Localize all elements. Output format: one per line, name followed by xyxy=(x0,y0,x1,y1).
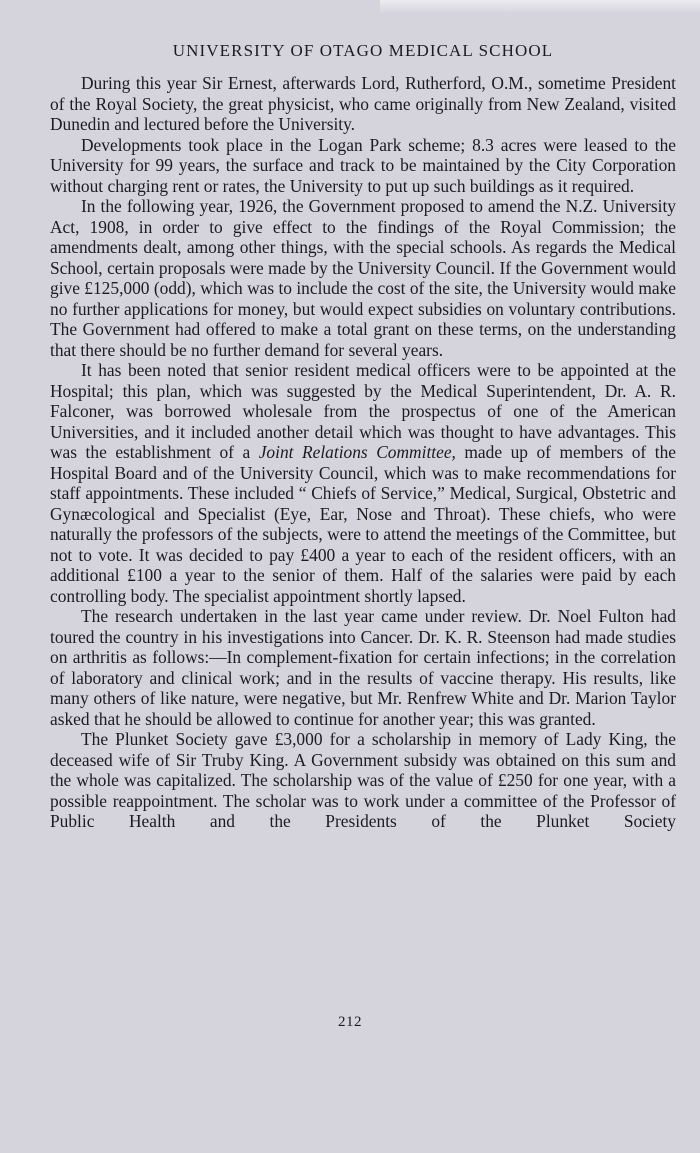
running-head: UNIVERSITY OF OTAGO MEDICAL SCHOOL xyxy=(172,41,554,60)
page-edge-highlight xyxy=(380,0,700,14)
paragraph: The Plunket Society gave £3,000 for a scholarship in memory of Lady King, the deceased wife of Sir Truby King. A Government subsidy was obtained on this sum and the whole was capitalized. The scholarship was of the value of £250 for one year, with a possible reappointment. The scholar was to work under a committee of the Professor of Public Health and the Presidents of the Plunket Society xyxy=(50,729,676,831)
paragraph: Developments took place in the Logan Park scheme; 8.3 acres were leased to the University for 99 years, the surface and track to be maintained by the City Corporation without charging rent or rates, the University to put up such buildings as it required. xyxy=(50,134,676,196)
page-number: 212 xyxy=(338,1014,362,1030)
paragraph: In the following year, 1926, the Government proposed to amend the N.Z. University Act, 1908, in order to give effect to the findings of the Royal Commission; the amendments dealt, among other things, with the special schools. As regards the Medical School, certain proposals were made by the University Council. If the Government would give £125,000 (odd), which was to include the cost of the site, the University would make no further applications for money, but would expect subsidies on voluntary contributions. The Government had offered to make a total grant on these terms, on the understanding that there should be no further demand for several years. xyxy=(50,196,676,360)
paragraph-text: It has been noted that senior resident medical officers were to be appointed at the Hospital; this plan, which was suggested by the Medical Superintendent, Dr. A. R. Falconer, was borrowed wholesale from the prospectus of one of the American Universities, and it included another detail which was thought to have advantages. This was the establishment of a xyxy=(50,360,676,462)
paragraph: During this year Sir Ernest, afterwards Lord, Rutherford, O.M., sometime President of the Royal Society, the great physicist, who came originally from New Zealand, visited Dunedin and lectured before the University. xyxy=(50,73,676,134)
committee-name-italic: Joint Relations Committee, xyxy=(258,442,456,462)
body-text xyxy=(50,73,676,832)
paragraph-text: made up of members of the Hospital Board and of the University Council, which was to make recommendations for staff appointments. These included “ Chiefs of Service,” Medical, Surgical, Obstetric and Gynæcological and Specialist (Eye, Ear, Nose and Throat). These chiefs, who were naturally the professors of the subjects, were to attend the meetings of the Committee, but not to vote. It was decided to pay £400 a year to each of the resident officers, with an additional £100 a year to the senior of them. Half of the salaries were paid by each controlling body. The specialist appointment shortly lapsed. xyxy=(50,442,676,606)
paragraph: The research undertaken in the last year came under review. Dr. Noel Fulton had toured the country in his investigations into Cancer. Dr. K. R. Steenson had made studies on arthritis as follows:—In complement-fixation for certain infections; in the correlation of laboratory and clinical work; and in the results of vaccine therapy. His results, like many others of like nature, were negative, but Mr. Renfrew White and Dr. Marion Taylor asked that he should be allowed to continue for another year; this was granted. xyxy=(50,606,676,729)
paragraph xyxy=(50,360,676,606)
